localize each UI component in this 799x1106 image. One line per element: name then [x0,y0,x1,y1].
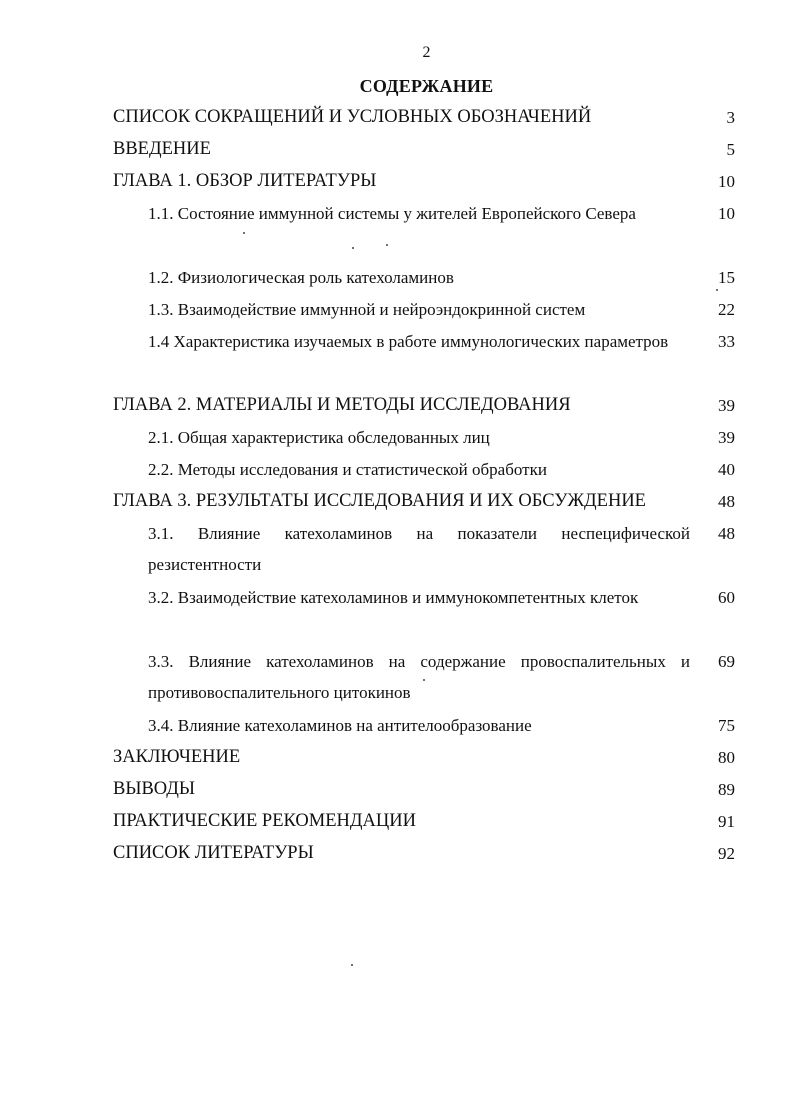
scan-speck [243,232,245,234]
toc-subentry[interactable] [0,294,799,326]
toc-entry[interactable] [0,806,799,838]
page-number: 2 [422,44,431,61]
scan-speck [716,289,718,291]
toc-entry[interactable] [0,486,799,518]
toc-entry-label: ЗАКЛЮЧЕНИЕ [113,747,241,767]
toc-entry[interactable] [0,838,799,870]
toc-entry-label: ВЫВОДЫ [113,779,196,799]
toc-entry[interactable] [0,774,799,806]
scan-speck [423,679,425,681]
scan-speck [386,244,388,246]
toc-subentry[interactable] [0,518,799,582]
toc-subentry[interactable] [0,198,799,262]
toc-entry-page: 60 [718,588,735,607]
toc-subentry[interactable] [0,582,799,646]
scan-speck [352,247,354,249]
toc-title: СОДЕРЖАНИЕ [359,76,494,96]
toc-entry-page: 75 [718,716,735,735]
toc-entry-page: 39 [718,396,735,415]
toc-entry-page: 91 [718,812,735,831]
toc-entry-label: 1.3. Взаимодействие иммунной и нейроэндокринной систем [148,300,586,319]
toc-entry-label: СПИСОК ЛИТЕРАТУРЫ [113,843,314,863]
scan-speck [351,964,353,966]
toc-entry-label: ВВЕДЕНИЕ [113,139,211,159]
toc-subentry[interactable] [0,326,799,390]
toc-subentry[interactable] [0,422,799,454]
toc-entry-label: ГЛАВА 1. ОБЗОР ЛИТЕРАТУРЫ [113,171,377,191]
toc-subentry[interactable] [0,710,799,742]
toc-entry-label: 3.1. Влияние катехоламинов на показатели неспецифической резистентности [148,524,690,574]
toc-subentry[interactable] [0,262,799,294]
toc-entry-page: 69 [718,652,735,671]
toc-entry-label: 1.4 Характеристика изучаемых в работе иммунологических параметров [148,332,669,351]
toc-entry-page: 40 [718,460,735,479]
toc-entry-page: 89 [718,780,735,799]
toc-entry-label: 2.1. Общая характеристика обследованных лиц [148,428,490,447]
toc-subentry[interactable] [0,454,799,486]
toc-entry-page: 10 [718,172,735,191]
toc-entry-page: 33 [718,332,735,351]
toc-entry-label: 3.2. Взаимодействие катехоламинов и иммунокомпетентных клеток [148,588,639,607]
toc-entry-page: 80 [718,748,735,767]
toc-entry-page: 92 [718,844,735,863]
toc-entry[interactable] [0,742,799,774]
toc-entry-page: 10 [718,204,735,223]
toc-entry-label: СПИСОК СОКРАЩЕНИЙ И УСЛОВНЫХ ОБОЗНАЧЕНИЙ [113,107,592,127]
table-of-contents [0,102,799,870]
toc-entry-label: ГЛАВА 2. МАТЕРИАЛЫ И МЕТОДЫ ИССЛЕДОВАНИЯ [113,395,571,415]
toc-entry-page: 48 [718,524,735,543]
toc-subentry[interactable] [0,646,799,710]
toc-entry[interactable] [0,390,799,422]
toc-entry-label: 2.2. Методы исследования и статистической обработки [148,460,547,479]
toc-entry-page: 48 [718,492,735,511]
toc-entry-label: 1.2. Физиологическая роль катехоламинов [148,268,454,287]
toc-entry-label: 1.1. Состояние иммунной системы у жителей Европейского Севера [148,204,636,223]
toc-entry-page: 15 [718,268,735,287]
toc-entry-page: 39 [718,428,735,447]
toc-entry[interactable] [0,134,799,166]
toc-entry[interactable] [0,102,799,134]
toc-entry-label: ПРАКТИЧЕСКИЕ РЕКОМЕНДАЦИИ [113,811,416,831]
toc-entry-page: 22 [718,300,735,319]
toc-entry-label: 3.3. Влияние катехоламинов на содержание провоспалительных и противовоспалительного цитокинов [148,652,690,702]
toc-entry-page: 3 [726,108,735,127]
toc-entry[interactable] [0,166,799,198]
toc-entry-label: ГЛАВА 3. РЕЗУЛЬТАТЫ ИССЛЕДОВАНИЯ И ИХ ОБСУЖДЕНИЕ [113,491,646,511]
toc-entry-page: 5 [726,140,735,159]
toc-entry-label: 3.4. Влияние катехоламинов на антителообразование [148,716,532,735]
